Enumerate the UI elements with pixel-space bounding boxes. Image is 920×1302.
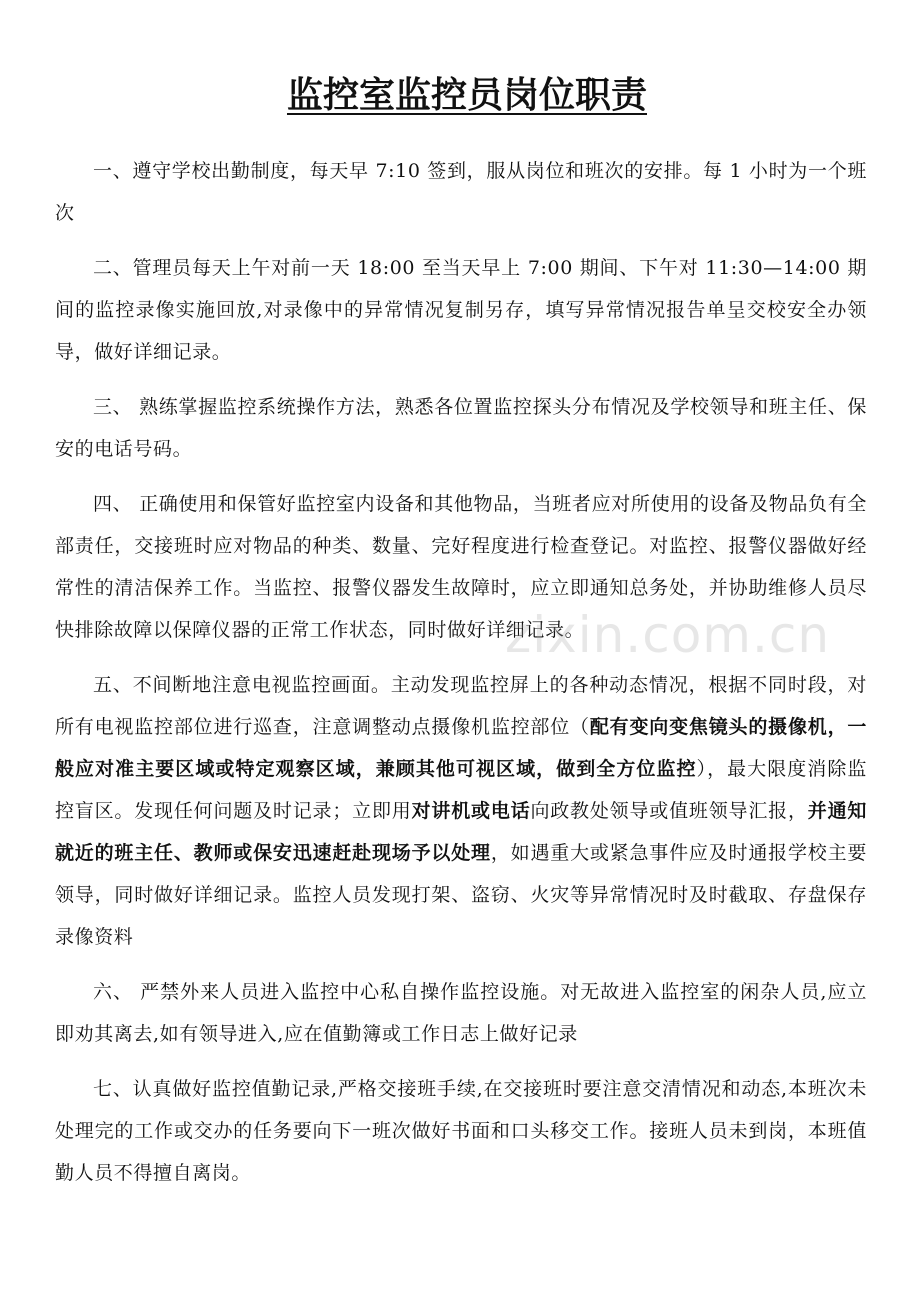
- duty-paragraph-5-text-1: 五、不间断地注意电视监控画面。主动发现监控屏上的各种动态情况，根据不同时段，对所有电视监控部位进行巡查，注意调整动点摄像机监控部位（: [55, 674, 867, 738]
- duty-paragraph-1: 一、遵守学校出勤制度，每天早 7:10 签到，服从岗位和班次的安排。每 1 小时为一个班次: [55, 160, 867, 224]
- duty-paragraph-5: [55, 664, 867, 958]
- duty-paragraph-5-bold-1: 配有变向变焦镜头的摄像机，一般应对准主要区域或特定观察区域，兼顾其他可视区域，做到全方位监控: [55, 716, 868, 780]
- duty-paragraph-5-bold-2: 对讲机或电话: [411, 800, 531, 822]
- duty-paragraph-3: 三、 熟练掌握监控系统操作方法，熟悉各位置监控探头分布情况及学校领导和班主任、保安的电话号码。: [55, 396, 867, 460]
- duty-paragraph-7: 七、认真做好监控值勤记录,严格交接班手续,在交接班时要注意交清情况和动态,本班次未处理完的工作或交办的任务要向下一班次做好书面和口头移交工作。接班人员未到岗，本班值勤人员不得擅自离岗。: [55, 1078, 867, 1184]
- duty-paragraph-2: 二、管理员每天上午对前一天 18:00 至当天早上 7:00 期间、下午对 11:30—14:00 期间的监控录像实施回放,对录像中的异常情况复制另存，填写异常情况报告单呈交校安全办领导，做好详细记录。: [55, 257, 867, 363]
- duty-paragraph-6: 六、 严禁外来人员进入监控中心私自操作监控设施。对无故进入监控室的闲杂人员,应立即劝其离去,如有领导进入,应在值勤簿或工作日志上做好记录: [55, 981, 867, 1045]
- document-title: [0, 70, 920, 120]
- duty-paragraph-4: 四、 正确使用和保管好监控室内设备和其他物品，当班者应对所使用的设备及物品负有全部责任，交接班时应对物品的种类、数量、完好程度进行检查登记。对监控、报警仪器做好经常性的清洁保养工作。当监控、报警仪器发生故障时，应立即通知总务处，并协助维修人员尽快排除故障以保障仪器的正常工作状态，同时做好详细记录。: [55, 493, 867, 641]
- duty-paragraph-5-text-4: ，如遇重大或紧急事件应及时通报学校主要领导，同时做好详细记录。监控人员发现打架、盗窃、火灾等异常情况时及时截取、存盘保存录像资料: [55, 842, 868, 948]
- duty-paragraph-5-text-2: ），最大限度消除监控盲区。发现任何问题及时记录；立即用: [55, 758, 867, 822]
- document-title-text: 监控室监控员岗位职责: [286, 74, 647, 116]
- watermark: zixin.com.cn: [505, 606, 831, 664]
- duty-paragraph-5-bold-3: 并通知就近的班主任、教师或保安迅速赶赴现场予以处理: [55, 800, 867, 864]
- duty-paragraph-5-text-3: 向政教处领导或值班领导汇报，: [530, 800, 808, 822]
- document-body: [55, 150, 867, 1194]
